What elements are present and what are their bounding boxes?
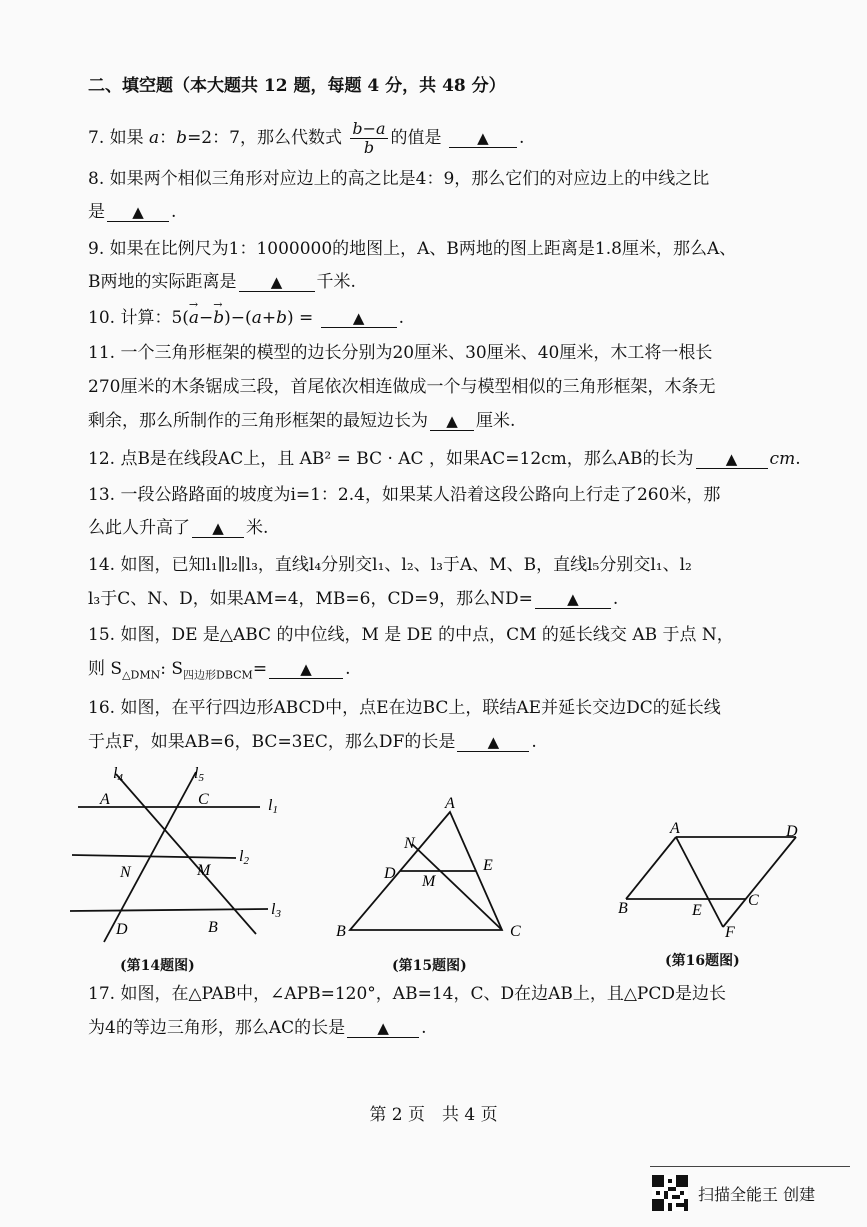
question-13-line1: 13. 一段公路路面的坡度为i=1：2.4，如果某人沿着这段公路向上行走了260米，那 [88, 485, 721, 505]
answer-blank-13[interactable]: ▲ [192, 519, 244, 538]
label-A: A [445, 795, 455, 812]
label-C: C [748, 892, 759, 909]
line-l3 [70, 909, 268, 911]
answer-blank-10[interactable]: ▲ [321, 309, 397, 328]
section-header: 二、填空题（本大题共 12 题，每题 4 分，共 48 分） [88, 76, 506, 96]
question-9-line1: 9. 如果在比例尺为1：1000000的地图上，A、B两地的图上距离是1.8厘米，那么A、 [88, 239, 737, 259]
watermark-divider [650, 1166, 850, 1167]
answer-blank-16[interactable]: ▲ [457, 733, 529, 752]
answer-blank-14[interactable]: ▲ [535, 590, 611, 609]
label-l4: l4 [113, 765, 123, 784]
answer-blank-11[interactable]: ▲ [430, 412, 474, 431]
label-l1: l1 [268, 797, 278, 816]
label-E: E [483, 857, 493, 874]
answer-blank-8[interactable]: ▲ [107, 203, 169, 222]
label-B: B [336, 923, 346, 940]
segment-AB [626, 837, 676, 899]
label-M: M [422, 873, 436, 890]
label-M: M [197, 862, 211, 879]
label-B: B [618, 900, 628, 917]
answer-blank-7[interactable]: ▲ [449, 129, 517, 148]
label-l3: l3 [271, 901, 281, 920]
figure-15-caption: (第15题图) [392, 958, 467, 974]
label-E: E [692, 902, 702, 919]
figure-14-diagram [66, 760, 306, 950]
label-F: F [725, 924, 735, 941]
label-A: A [100, 791, 110, 808]
question-11-line1: 11. 一个三角形框架的模型的边长分别为20厘米、30厘米、40厘米，木工将一根长 [88, 343, 713, 363]
scanner-watermark [652, 1173, 815, 1213]
answer-blank-12[interactable]: ▲ [696, 450, 768, 469]
question-14-line2: l₃于C、N、D，如果AM=4，MB=6，CD=9，那么ND= ▲ . [88, 589, 619, 609]
label-D: D [116, 921, 128, 938]
question-14-line1: 14. 如图，已知l₁∥l₂∥l₃，直线l₄分别交l₁、l₂、l₃于A、M、B，直线l₅分别交l₁、l₂ [88, 555, 692, 575]
question-17-line1: 17. 如图，在△PAB中，∠APB=120°，AB=14，C、D在边AB上，且△PCD是边长 [88, 984, 727, 1004]
question-15-line2: 则 $S_{\triangle DMN}$: $S_{四边形DBCM}=$ ▲ . [88, 659, 351, 682]
label-N: N [120, 864, 131, 881]
segment-DF [723, 837, 796, 927]
question-11-line3: 剩余，那么所制作的三角形框架的最短边长为 ▲ 厘米. [88, 411, 516, 431]
question-7: 7. 如果 a：b=2：7，那么代数式 $\frac{b-a}{b}$ 的值是 ▲ . [88, 119, 525, 157]
label-C: C [198, 791, 209, 808]
question-16-line2: 于点F，如果AB=6，BC=3EC，那么DF的长是 ▲ . [88, 732, 537, 752]
label-l5: l5 [194, 765, 204, 784]
question-11-line2: 270厘米的木条锯成三段，首尾依次相连做成一个与模型相似的三角形框架，木条无 [88, 377, 716, 397]
question-8-line1: 8. 如果两个相似三角形对应边上的高之比是4：9，那么它们的对应边上的中线之比 [88, 169, 710, 189]
answer-blank-15[interactable]: ▲ [269, 660, 343, 679]
question-16-line1: 16. 如图，在平行四边形ABCD中，点E在边BC上，联结AE并延长交边DC的延长线 [88, 698, 721, 718]
figure-16-caption: (第16题图) [665, 953, 740, 969]
figure-15-diagram [330, 790, 540, 950]
question-12: 12. 点B是在线段AC上，且 AB² = BC · AC ，如果AC=12cm，那么AB的长为 ▲ cm. [88, 449, 801, 469]
figure-16-diagram [610, 815, 820, 945]
question-10: 10. 计算：5(→ a−→ b)−(a+b) = ▲ . [88, 306, 404, 330]
label-B: B [208, 919, 218, 936]
label-A: A [670, 820, 680, 837]
label-D: D [786, 823, 798, 840]
question-13-line2: 么此人升高了 ▲ 米. [88, 518, 269, 538]
question-17-line2: 为4的等边三角形，那么AC的长是 ▲ . [88, 1018, 427, 1038]
question-8-line2: 是 ▲ . [88, 202, 177, 222]
question-9-line2: B两地的实际距离是 ▲ 千米. [88, 272, 356, 292]
answer-blank-9[interactable]: ▲ [239, 273, 315, 292]
page-footer: 第 2 页 共 4 页 [369, 1105, 498, 1125]
qr-code-icon [652, 1175, 688, 1211]
label-C: C [510, 923, 521, 940]
label-N: N [404, 835, 415, 852]
question-15-line1: 15. 如图，DE 是△ABC 的中位线，M 是 DE 的中点，CM 的延长线交 AB 于点 N， [88, 625, 734, 645]
line-l2 [72, 855, 236, 858]
answer-blank-17[interactable]: ▲ [347, 1019, 419, 1038]
label-D: D [384, 865, 396, 882]
watermark-text: 扫描全能王 创建 [698, 1184, 816, 1204]
fraction: $\frac{b-a}{b}$ [352, 119, 386, 157]
label-l2: l2 [239, 848, 249, 867]
figure-14-caption: (第14题图) [120, 958, 195, 974]
